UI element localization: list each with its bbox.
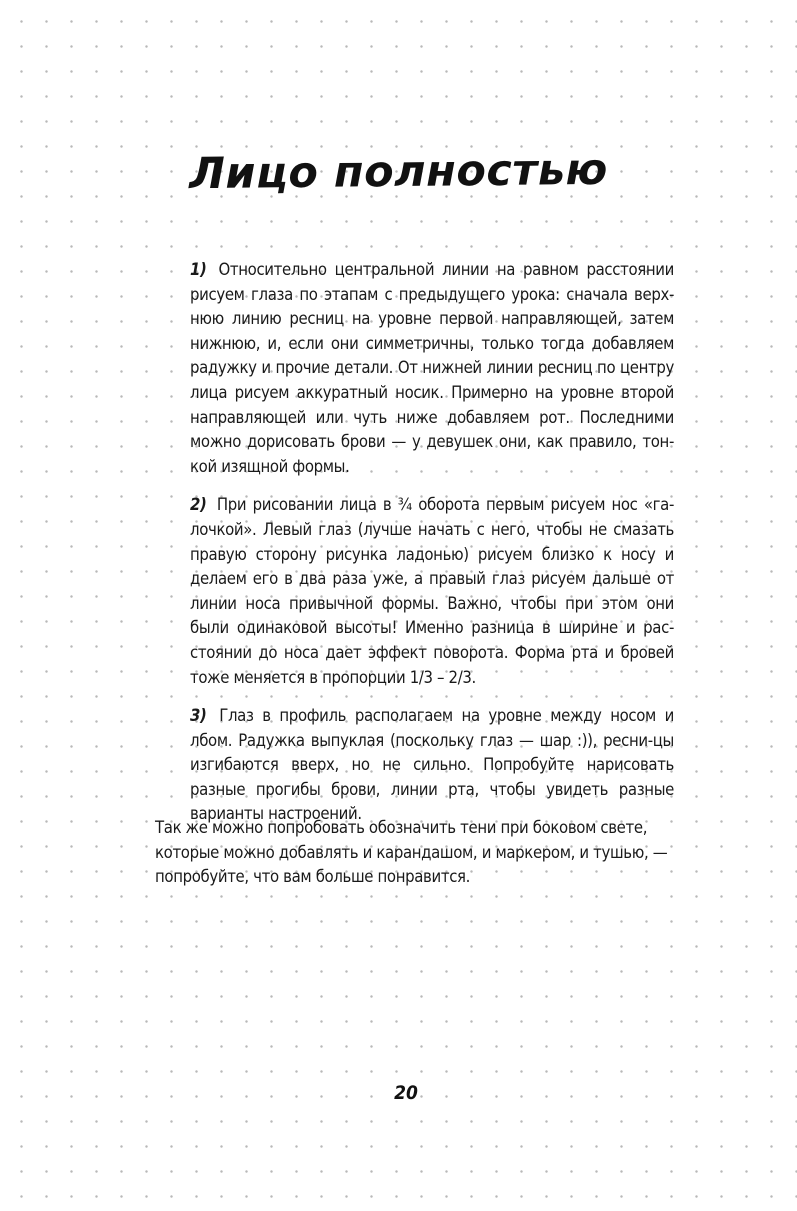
step-1-number: 1) — [190, 260, 207, 279]
steps-list — [190, 258, 674, 841]
step-2-text: При рисовании лица в ¾ оборота первым рисуем нос «га-лочкой». Левый глаз (лучше начать с него, чтобы не смазать правую сторону рисунка ладонью) рисуем близко к носу и делаем его в два раза уже, а правый глаз рисуем дальше от линии носа привычной формы. Важно, чтобы при этом они были одинаковой высоты! Именно разница в ширине и рас-стоянии до носа дает эффект поворота. Форма рта и бровей тоже меняется в пропорции 1/3 – 2/3. — [190, 495, 674, 687]
page-number: 20 — [394, 1082, 418, 1104]
step-3 — [190, 704, 674, 827]
step-1 — [190, 258, 674, 479]
step-3-text: Глаз в профиль располагаем на уровне между носом и лбом. Радужка выпуклая (поскольку глаз — шар :)), ресни-цы изгибаются вверх, но не сильно. Попробуйте нарисовать разные прогибы брови, линии рта, чтобы увидеть разные варианты настроений. — [190, 706, 675, 824]
page-title: Лицо полностью — [188, 144, 609, 200]
closing-paragraph: Так же можно попробовать обозначить тени при боковом свете, которые можно добавлять и карандашом, и маркером, и тушью, — попробуйте, что вам больше понравится. — [155, 818, 668, 887]
step-1-text: Относительно центральной линии на равном расстоянии рисуем глаза по этапам с предыдущего урока: сначала верх-нюю линию ресниц на уровне первой направляющей, затем нижнюю, и, если они симметричны, только тогда добавляем радужку и прочие детали. От нижней линии ресниц по центру лица рисуем аккуратный носик. Примерно на уровне второй направляющей или чуть ниже добавляем рот. Последними можно дорисовать брови — у девушек они, как правило, тон-кой изящной формы. — [190, 260, 675, 476]
step-2 — [190, 493, 674, 690]
step-3-number: 3) — [190, 706, 207, 726]
step-2-number: 2) — [190, 495, 207, 515]
